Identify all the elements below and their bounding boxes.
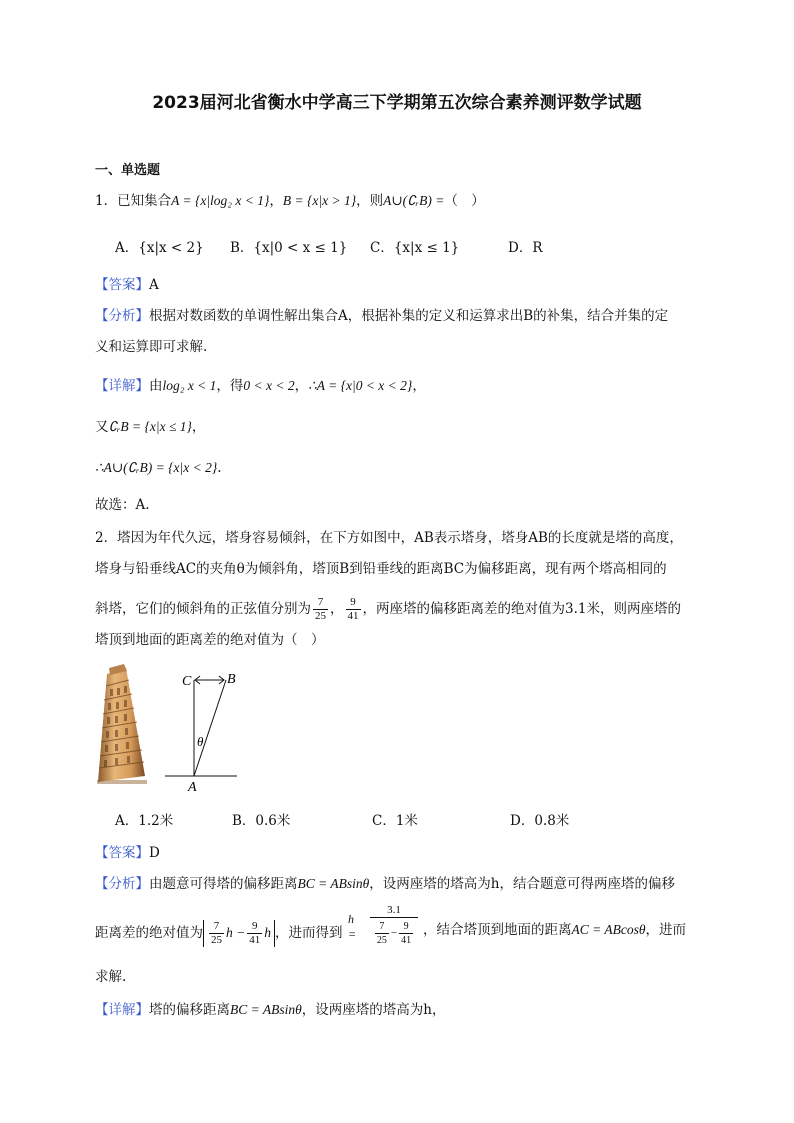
big-minus: −: [390, 927, 398, 940]
geometry-diagram: [165, 676, 237, 776]
fraction-numerator: 9: [247, 920, 262, 934]
q2-detail-text: 塔的偏移距离: [149, 1002, 230, 1018]
fraction-denominator: 25: [315, 610, 326, 622]
h-equals: h =: [348, 912, 357, 941]
q2-stem-text: ，两座塔的偏移距离差的绝对值为3.1米，则两座塔的: [362, 601, 681, 617]
q2-analysis-line-2: [95, 920, 343, 947]
q2-stem-line-4: 塔顶到地面的距离差的绝对值为（ ）: [95, 632, 325, 648]
fraction-denominator: 25: [376, 935, 387, 946]
fraction-numerator: 7: [209, 920, 224, 934]
q1-answer: [95, 275, 159, 295]
page-title: 2023届河北省衡水中学高三下学期第五次综合素养测评数学试题: [152, 93, 642, 113]
q1-expr: A∪(∁ᵣB) =: [383, 193, 445, 208]
q2-option-b: B．0.6米: [232, 813, 291, 829]
fraction-denominator: 25: [211, 934, 222, 946]
label-theta: θ: [197, 734, 204, 749]
q1-option-b: B．{x|0 < x ≤ 1}: [230, 240, 348, 256]
tower-line-ab: [194, 680, 226, 776]
label-c: C: [182, 674, 192, 689]
q1-detail-line-1: [95, 376, 426, 396]
q2-analysis-math: AC = ABcosθ: [571, 922, 646, 937]
big-denominator: [370, 920, 418, 947]
analysis-tag: 【分析】: [95, 308, 149, 324]
q1-stem: [95, 191, 485, 211]
q2-analysis-text: ，设两座塔的塔高为h，结合题意可得两座塔的偏移: [369, 876, 675, 892]
q2-stem-line-3: [95, 596, 681, 623]
abs-fraction-2: [247, 920, 262, 947]
fraction-numerator: 7: [313, 596, 328, 610]
detail-tag: 【详解】: [95, 378, 149, 394]
q2-stem-line-1: 2．塔因为年代久远，塔身容易倾斜，在下方如图中，AB表示塔身，塔身AB的长度就是塔的高度，: [95, 530, 683, 546]
q2-stem-text: ，: [330, 601, 344, 617]
q1-detail-text: 又: [95, 419, 109, 435]
abs-term: h: [264, 925, 271, 940]
q2-option-d: D．0.8米: [510, 813, 570, 829]
q2-detail-math: BC = ABsinθ: [230, 1002, 302, 1017]
q2-figure: [90, 662, 250, 794]
q1-analysis-text-1: 根据对数函数的单调性解出集合A，根据补集的定义和运算求出B的补集，结合并集的定: [149, 308, 669, 324]
q2-analysis-text: ，进而: [645, 922, 686, 938]
q2-analysis-math: BC = ABsinθ: [297, 876, 370, 891]
q1-option-d: D．R: [508, 240, 543, 256]
q2-detail-text: ，设两座塔的塔高为h，: [301, 1002, 446, 1018]
q1-choose: 故选：A.: [95, 497, 150, 513]
q2-answer: [95, 843, 160, 863]
q1-paren: （ ）: [444, 193, 485, 209]
q1-detail-text: 由: [149, 378, 163, 394]
fraction-numerator: 9: [346, 596, 361, 610]
q1-detail-line-2: [95, 417, 205, 437]
q1-detail-math: ∴A∪(∁ᵣB) = {x|x < 2}: [95, 460, 218, 475]
analysis-tag: 【分析】: [95, 876, 149, 892]
q2-analysis-text: 距离差的绝对值为: [95, 925, 203, 941]
fraction-denominator: 41: [249, 934, 261, 946]
q2-analysis-text: ，结合塔顶到地面的距离: [423, 922, 572, 938]
leaning-tower-image: [97, 664, 147, 784]
q2-option-a: A．1.2米: [115, 813, 174, 829]
q2-analysis-text: 由题意可得塔的偏移距离: [149, 876, 298, 892]
q1-option-c: C．{x|x ≤ 1}: [370, 240, 460, 256]
q1-stem-text-b: ，则: [356, 193, 384, 209]
q1-detail-text: ，得: [216, 378, 244, 394]
fraction-numerator: 7: [375, 920, 389, 934]
q1-detail-math: ∴A = {x|0 < x < 2}: [308, 378, 413, 393]
q1-analysis-line-1: [95, 306, 668, 326]
q1-sep: ，: [269, 193, 283, 209]
q2-fraction-1: [313, 596, 328, 623]
fraction-numerator: 9: [399, 920, 413, 934]
label-b: B: [227, 672, 236, 687]
detail-tag: 【详解】: [95, 1002, 149, 1018]
label-a: A: [188, 780, 197, 794]
h-big-fraction: [370, 904, 418, 947]
q2-stem-text: 斜塔，它们的倾斜角的正弦值分别为: [95, 601, 311, 617]
q2-analysis-line-3: 求解.: [95, 969, 127, 985]
abs-fraction-1: [209, 920, 224, 947]
q2-stem-line-2: 塔身与铅垂线AC的夹角θ为倾斜角，塔顶B到铅垂线的距离BC为偏移距离，现有两个塔高相同的: [95, 561, 667, 577]
q1-detail-math: 0 < x < 2: [243, 378, 295, 393]
q2-analysis-text: ，进而得到: [275, 925, 343, 941]
fraction-denominator: 41: [347, 610, 359, 622]
q2-fraction-2: [346, 596, 361, 623]
answer-tag: 【答案】: [95, 845, 149, 861]
abs-term: h −: [226, 925, 246, 940]
q2-answer-value: D: [149, 845, 160, 861]
q1-set-a: A = {x|log₂ x < 1}: [171, 193, 270, 208]
q2-abs-expression: [203, 920, 275, 947]
big-numerator: 3.1: [370, 904, 418, 918]
q1-detail-line-3: [95, 458, 222, 478]
q1-detail-text: ，: [191, 419, 206, 435]
q1-detail-text: ，: [412, 378, 426, 394]
q1-option-a: A．{x|x < 2}: [115, 240, 204, 256]
q1-stem-text: 1．已知集合: [95, 193, 172, 209]
q2-analysis-line-2-tail: [423, 920, 686, 940]
q1-analysis-line-2: 义和运算即可求解.: [95, 339, 208, 355]
fraction-denominator: 41: [401, 935, 412, 946]
q1-detail-text: .: [217, 460, 222, 476]
answer-tag: 【答案】: [95, 277, 149, 293]
q2-option-c: C．1米: [372, 813, 418, 829]
q1-detail-text: ，: [294, 378, 309, 394]
q2-detail-line-1: [95, 1000, 445, 1020]
section-heading: 一、单选题: [95, 163, 161, 178]
q1-detail-math: log₂ x < 1: [162, 378, 217, 393]
q1-answer-value: A: [149, 277, 159, 293]
q2-analysis-line-1: [95, 874, 675, 894]
q1-detail-math: ∁ᵣB = {x|x ≤ 1}: [108, 419, 192, 434]
q1-set-b: B = {x|x > 1}: [282, 193, 357, 208]
big-den-fraction-2: [399, 920, 413, 947]
big-den-fraction-1: [375, 920, 389, 947]
